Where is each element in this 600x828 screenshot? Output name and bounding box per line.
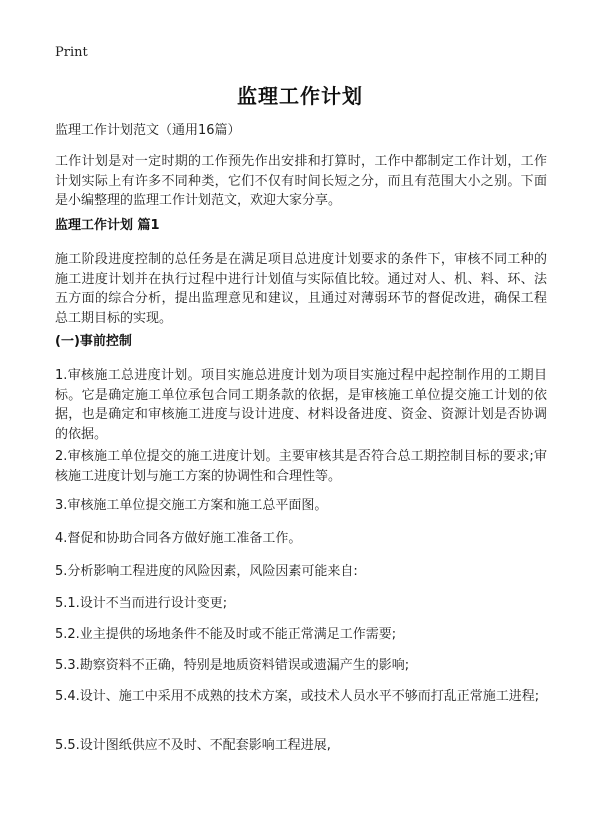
list-item: 5.1.设计不当而进行设计变更; [55,596,228,611]
intro-paragraph: 工作计划是对一定时期的工作预先作出安排和打算时，工作中都制定工作计划，工作计划实际上有许多不同种类，它们不仅有时间长短之分，而且有范围大小之别。下面是小编整理的监理工作计划范文，欢迎大家分享。 [55,154,547,208]
list-item: 5.4.设计、施工中采用不成熟的技术方案，或技术人员水平不够而打乱正常施工进程; [55,689,540,704]
list-item: 1.审核施工总进度计划。项目实施总进度计划为项目实施过程中起控制作用的工期目标。它是确定施工单位承包合同工期条款的依据，是审核施工单位提交施工计划的依据，也是确定和审核施工进度与设计进度、材料设备进度、资金、资源计划是否协调的依据。 [55,368,547,442]
section-heading: 监理工作计划 篇1 [55,218,160,233]
list-item: 5.分析影响工程进度的风险因素，风险因素可能来自: [55,564,358,579]
list-item: 5.5.设计图纸供应不及时、不配套影响工程进展, [55,738,331,753]
list-item: 4.督促和协助合同各方做好施工准备工作。 [55,531,302,546]
section-paragraph: 施工阶段进度控制的总任务是在满足项目总进度计划要求的条件下，审核不同工种的施工进度计划并在执行过程中进行计划值与实际值比较。通过对人、机、料、环、法五方面的综合分析，提出监理意见和建议，且通过对薄弱环节的督促改进，确保工程总工期目标的实现。 [55,252,547,326]
list-item: 5.2.业主提供的场地条件不能及时或不能正常满足工作需要; [55,627,397,642]
page-title: 监理工作计划 [237,84,363,108]
list-item: 5.3.勘察资料不正确，特别是地质资料错误或遗漏产生的影响; [55,658,410,673]
subtitle: 监理工作计划范文（通用16篇） [55,123,241,138]
print-label[interactable]: Print [55,45,88,60]
list-item: 3.审核施工单位提交施工方案和施工总平面图。 [55,498,328,513]
list-item: 2.审核施工单位提交的施工进度计划。主要审核其是否符合总工期控制目标的要求;审核施工进度计划与施工方案的协调性和合理性等。 [55,449,547,484]
subsection-heading: (一)事前控制 [55,334,132,349]
